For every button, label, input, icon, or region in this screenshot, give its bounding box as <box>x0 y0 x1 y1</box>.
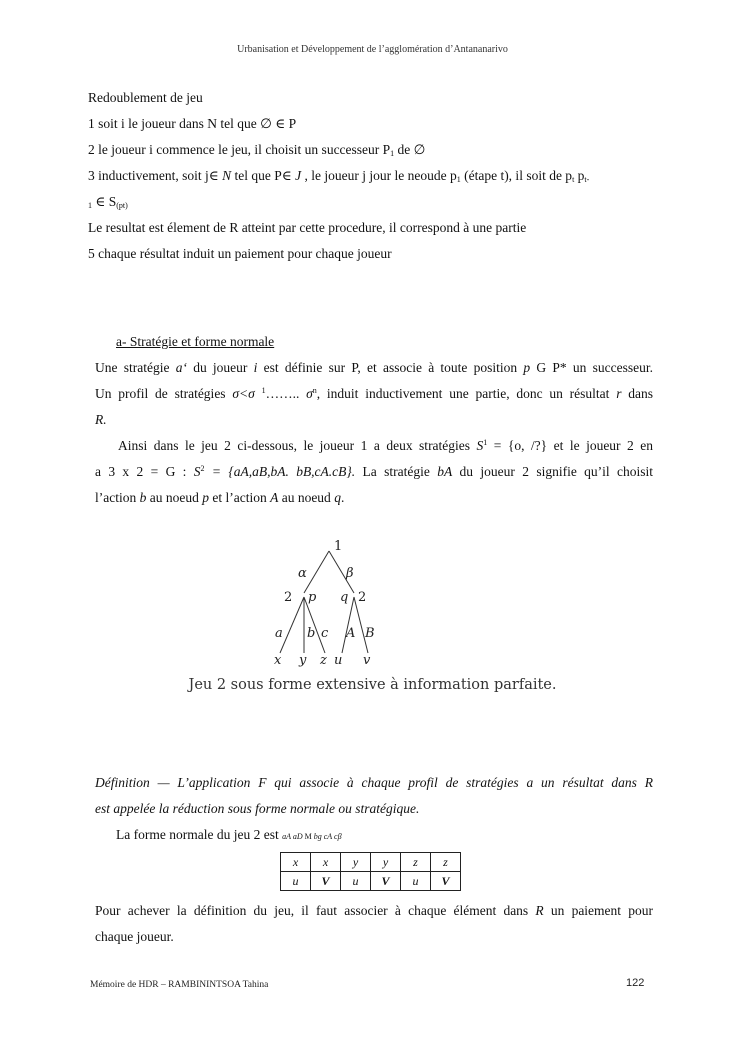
paragraph-line: Un profil de stratégies σ<σ $^1$…….. $\sigma^n$, induit inductivement une partie, donc un résultat r dans <box>95 386 653 401</box>
edge-alpha <box>304 551 329 593</box>
game-tree-diagram <box>262 535 392 670</box>
table-cell: y <box>371 853 401 872</box>
paragraph-line: R. <box>95 412 107 427</box>
table-row <box>281 853 461 872</box>
paragraph-line: Pour achever la définition du jeu, il faut associer à chaque élément dans R un paiement pour <box>95 903 653 918</box>
tree-outcome-u: u <box>334 653 343 668</box>
tree-node-p: p <box>308 590 317 605</box>
figure-caption: Jeu 2 sous forme extensive à information parfaite. <box>188 677 557 693</box>
table-cell: V <box>431 872 461 891</box>
table-cell: u <box>401 872 431 891</box>
text-line: 1 soit i le joueur dans N tel que ∅ ∈ P <box>88 116 297 131</box>
definition-line: Définition — L’application F qui associe à chaque profil de stratégies a un résultat dans R <box>95 775 653 790</box>
text-line: Redoublement de jeu <box>88 90 203 105</box>
table-cell: x <box>281 853 311 872</box>
table-cell: V <box>311 872 341 891</box>
table-cell: V <box>371 872 401 891</box>
tree-outcome-v: v <box>363 653 371 668</box>
paragraph-line: l’action b au noeud p et l’action A au noeud q. <box>95 490 345 505</box>
tree-outcome-x: x <box>274 653 282 668</box>
paragraph-line: Une stratégie a‘ du joueur i est définie sur P, et associe à toute position p G P* un successeur. <box>95 360 653 375</box>
table-cell: x <box>311 853 341 872</box>
tree-player-left: 2 <box>284 590 293 605</box>
tree-outcome-y: y <box>299 653 307 668</box>
paragraph-line: Ainsi dans le jeu 2 ci-dessous, le joueur 1 a deux stratégies $S^1 = \{o$, /?} et le joueur 2 en <box>118 438 653 453</box>
section-heading: a- Stratégie et forme normale <box>116 334 275 349</box>
tree-outcome-z: z <box>320 653 327 668</box>
edge-c <box>304 597 325 653</box>
table-cell: z <box>431 853 461 872</box>
tree-label-alpha: α <box>298 566 307 581</box>
tree-node-root: 1 <box>334 539 343 554</box>
normal-form-intro: La forme normale du jeu 2 est aA aD M bg cA cβ <box>116 827 342 842</box>
paragraph-line: a 3 x 2 = G : $S^2 = \{aA,aB,bA$. bB,cA.cB}. La stratégie bA du joueur 2 signifie qu’il choisit <box>95 464 654 479</box>
table-cell: z <box>401 853 431 872</box>
table-cell: u <box>281 872 311 891</box>
text-line: $_1$ ∈ $S_{(pt)}$ <box>88 194 128 210</box>
tree-node-q: q <box>340 590 349 605</box>
definition-line: est appelée la réduction sous forme normale ou stratégique. <box>95 801 420 816</box>
footer-author: Mémoire de HDR – RAMBININTSOA Tahina <box>90 980 269 990</box>
edge-B <box>354 597 368 653</box>
tree-action-a: a <box>275 626 283 641</box>
table-row <box>281 872 461 891</box>
text-line: Le resultat est élement de R atteint par cette procedure, il correspond à une partie <box>88 220 527 235</box>
paragraph-line: chaque joueur. <box>95 929 174 944</box>
text-line: 2 le joueur i commence le jeu, il choisit un successeur $P_1$ de ∅ <box>88 142 426 158</box>
tree-label-beta: β <box>346 566 354 581</box>
edge-A <box>342 597 354 653</box>
tree-action-c: c <box>321 626 329 641</box>
tree-action-B: B <box>365 626 375 641</box>
running-header: Urbanisation et Développement de l’agglomération d’Antananarivo <box>237 44 508 55</box>
text-line: 5 chaque résultat induit un paiement pour chaque joueur <box>88 246 392 261</box>
tree-player-right: 2 <box>358 590 367 605</box>
tree-action-b: b <box>307 626 316 641</box>
page-number: 122 <box>626 977 645 989</box>
tree-action-A: A <box>346 626 356 641</box>
table-cell: u <box>341 872 371 891</box>
text-line: 3 inductivement, soit j∈ N tel que P∈ J , le joueur j jour le neoude $p_1$ (étape t), il soit de $p_t$ $p_{t-}$ <box>88 168 590 184</box>
edge-a <box>280 597 304 653</box>
normal-form-table <box>280 852 461 891</box>
table-cell: y <box>341 853 371 872</box>
